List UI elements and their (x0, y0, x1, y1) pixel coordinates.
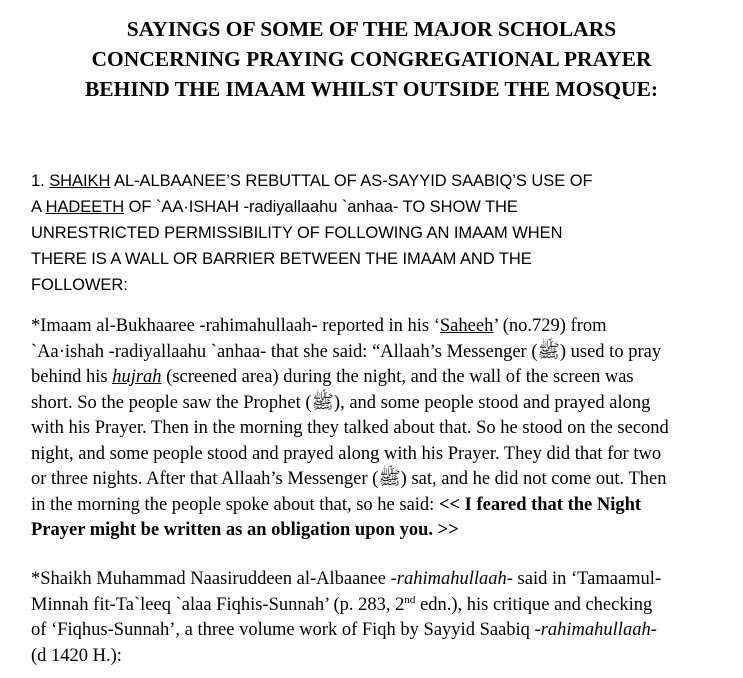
p1-line-7: or three nights. After that Allaah’s Messenger (ﷺ) sat, and he did not come out. Then (31, 469, 667, 489)
p1-line-1 (31, 314, 731, 340)
rahimahullaah-1: rahimahullaah (396, 569, 507, 589)
article-a: A (31, 198, 42, 216)
p1-line-1-pre: *Imaam al-Bukhaaree -rahimahullaah- reported in his ‘ (31, 316, 440, 336)
p1-line-1-post: ’ (no.729) from (493, 316, 607, 336)
section-heading-line-2 (31, 194, 731, 220)
title-line-1: SAYINGS OF SOME OF THE MAJOR SCHOLARS (126, 17, 617, 41)
section-heading (31, 168, 731, 298)
hujrah-term: hujrah (112, 367, 162, 387)
p1-line-4: short. So the people saw the Prophet (ﷺ), and some people stood and prayed along (31, 392, 651, 413)
p1-line-3-post: (screened area) during the night, and the wall of the screen was (161, 367, 634, 387)
p1-line-6: night, and some people stood and prayed along with his Prayer. They did that for two (31, 443, 662, 464)
p2-line-2 (31, 593, 731, 619)
section-heading-line-5: FOLLOWER: (31, 276, 128, 294)
p2-line-3-post: - (650, 620, 657, 640)
edition-ordinal: nd (404, 593, 416, 606)
section-title-b: OF `AA·ISHAH -radiyallaahu `anhaa- TO SHOW THE (128, 198, 518, 216)
rahimahullaah-2: rahimahullaah (540, 620, 651, 640)
p1-line-3 (31, 365, 731, 391)
p1-line-2: `Aa·ishah -radiyallaahu `anhaa- that she said: “Allaah’s Messenger (ﷺ) used to pray (31, 341, 662, 362)
p1-line-8-pre: in the morning the people spoke about that, so he said: (31, 494, 439, 515)
shaikh-word: SHAIKH (49, 172, 111, 190)
section-number: 1. (31, 172, 45, 190)
p2-line-2-post: edn.), his critique and checking (415, 594, 653, 615)
hadith-quote-end: Prayer might be written as an obligation upon you. >> (31, 520, 459, 540)
paragraph-albaanee (31, 567, 731, 669)
section-title-a: AL-ALBAANEE’S REBUTTAL OF AS-SAYYID SAABIQ’S USE OF (113, 172, 593, 190)
hadeeth-word: HADEETH (45, 198, 125, 216)
paragraph-bukhaaree (31, 314, 731, 544)
p1-line-5: with his Prayer. Then in the morning they talked about that. So he stood on the second (31, 418, 669, 438)
p2-line-3-pre: of ‘Fiqhus-Sunnah’, a three volume work of Fiqh by Sayyid Saabiq - (31, 620, 541, 640)
p1-line-8 (31, 493, 731, 519)
title-line-2: CONCERNING PRAYING CONGREGATIONAL PRAYER (91, 47, 652, 71)
p2-line-1-pre: *Shaikh Muhammad Naasiruddeen al-Albaanee - (31, 569, 397, 589)
p2-line-1-post: - said in ‘Tamaamul- (506, 569, 662, 589)
saheeh-book-title: Saheeh (439, 316, 494, 336)
section-heading-line-1 (31, 168, 731, 194)
document-title (0, 14, 743, 104)
p2-line-4: (d 1420 H.): (31, 645, 122, 666)
title-line-3: BEHIND THE IMAAM WHILST OUTSIDE THE MOSQUE: (84, 77, 659, 101)
section-heading-line-4: THERE IS A WALL OR BARRIER BETWEEN THE IMAAM AND THE (31, 250, 532, 268)
p2-line-2-pre: Minnah fit-Ta`leeq `alaa Fiqhis-Sunnah’ (p. 283, 2 (31, 594, 405, 615)
section-heading-line-3: UNRESTRICTED PERMISSIBILITY OF FOLLOWING AN IMAAM WHEN (31, 224, 563, 242)
p2-line-1 (31, 567, 731, 593)
p1-line-9 (31, 518, 731, 544)
p2-line-3 (31, 618, 731, 644)
p1-line-3-pre: behind his (31, 367, 113, 387)
hadith-quote-start: << I feared that the Night (438, 494, 642, 515)
